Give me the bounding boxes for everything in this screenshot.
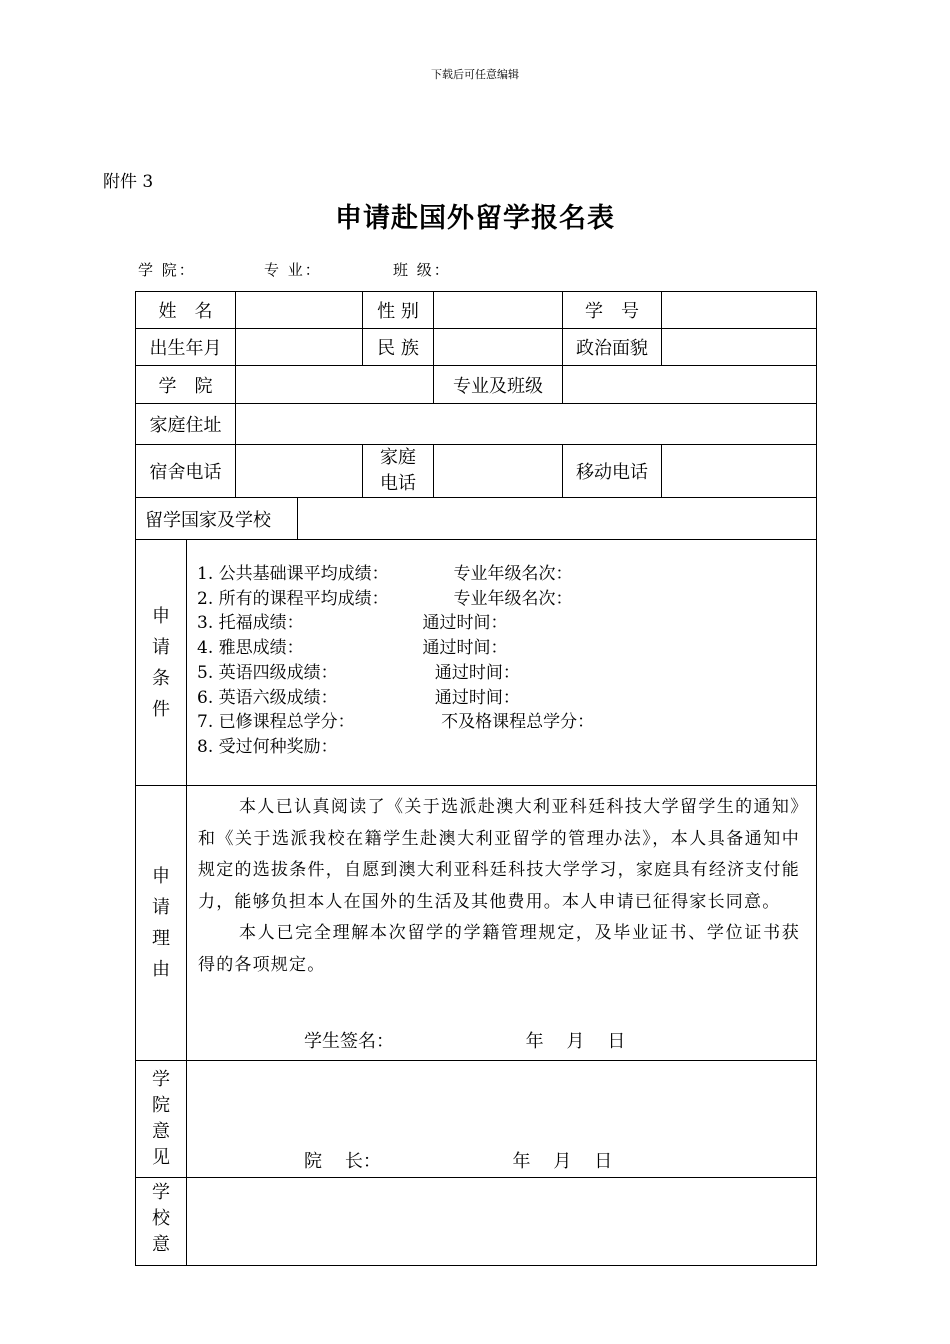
address-field[interactable]	[236, 404, 817, 445]
condition-item: 4. 雅思成绩： 通过时间：	[197, 638, 508, 659]
condition-item: 2. 所有的课程平均成绩： 专业年级名次：	[197, 588, 573, 609]
student-id-label: 学 号	[563, 292, 662, 329]
college-opinion-char: 意	[152, 1121, 170, 1142]
conditions-list[interactable]	[187, 540, 817, 786]
address-label: 家庭住址	[136, 404, 236, 445]
college-field[interactable]	[236, 366, 434, 404]
college-opinion-label	[136, 1061, 187, 1178]
condition-item: 5. 英语四级成绩： 通过时间：	[197, 662, 520, 683]
college-opinion-char: 院	[152, 1095, 170, 1116]
major-class-label: 专业及班级	[434, 366, 563, 404]
conditions-label-char: 申	[152, 605, 170, 627]
dorm-phone-field[interactable]	[236, 445, 363, 498]
reason-label-char: 申	[152, 866, 170, 887]
study-abroad-label: 留学国家及学校	[136, 498, 298, 540]
ethnicity-field[interactable]	[434, 329, 563, 366]
page-title: 申请赴国外留学报名表	[335, 203, 615, 234]
college-field-label: 学 院：	[138, 261, 196, 279]
college-opinion-char: 见	[152, 1147, 170, 1168]
conditions-label-char: 请	[152, 636, 170, 658]
class-field-label: 班 级：	[393, 261, 451, 279]
school-opinion-char: 意	[152, 1234, 170, 1255]
application-form	[135, 291, 817, 1266]
condition-item: 6. 英语六级成绩： 通过时间：	[197, 687, 520, 708]
reason-paragraph-2: 本人已完全理解本次留学的学籍管理规定，及毕业证书、学位证书获得的各项规定。	[198, 923, 800, 975]
attachment-label: 附件 3	[103, 172, 154, 192]
college-opinion-field[interactable]	[187, 1061, 817, 1178]
reason-label-char: 请	[152, 897, 170, 918]
condition-item: 3. 托福成绩： 通过时间：	[197, 613, 508, 634]
condition-item: 1. 公共基础课平均成绩： 专业年级名次：	[197, 564, 573, 584]
major-class-field[interactable]	[563, 366, 817, 404]
school-opinion-field[interactable]	[187, 1178, 817, 1266]
school-opinion-char: 校	[152, 1208, 170, 1229]
home-phone-label-line-1: 家庭	[380, 447, 416, 468]
mobile-field[interactable]	[662, 445, 817, 498]
reason-label	[136, 786, 187, 1061]
reason-paragraph-1: 本人已认真阅读了《关于选派赴澳大利亚科廷科技大学留学生的通知》和《关于选派我校在籍学生赴澳大利亚留学的管理办法》，本人具备通知中规定的选拔条件，自愿到澳大利亚科廷科技大学学习，家庭具有经济支付能力，能够负担本人在国外的生活及其他费用。本人申请已征得家长同意。	[198, 797, 800, 912]
name-field[interactable]	[236, 292, 363, 329]
mobile-label: 移动电话	[563, 445, 662, 498]
student-signature-line[interactable]: 学生签名： 年 月 日	[304, 1031, 626, 1052]
student-id-field[interactable]	[662, 292, 817, 329]
political-field[interactable]	[662, 329, 817, 366]
condition-item: 7. 已修课程总学分： 不及格课程总学分：	[197, 712, 595, 733]
reason-label-char: 理	[152, 928, 170, 949]
political-label: 政治面貌	[563, 329, 662, 366]
conditions-label	[136, 540, 187, 786]
study-abroad-field[interactable]	[298, 498, 817, 540]
conditions-label-char: 条	[152, 667, 170, 689]
name-label: 姓 名	[136, 292, 236, 329]
ethnicity-label: 民 族	[363, 329, 434, 366]
school-opinion-char: 学	[152, 1182, 170, 1203]
reason-label-char: 由	[152, 959, 170, 980]
condition-item: 8. 受过何种奖励：	[197, 736, 338, 757]
gender-field[interactable]	[434, 292, 563, 329]
college-label: 学 院	[136, 366, 236, 404]
home-phone-field[interactable]	[434, 445, 563, 498]
dorm-phone-label: 宿舍电话	[136, 445, 236, 498]
reason-content	[187, 786, 817, 1061]
school-opinion-label	[136, 1178, 187, 1266]
gender-label: 性 别	[363, 292, 434, 329]
home-phone-label-line-2: 电话	[380, 473, 416, 494]
conditions-label-char: 件	[152, 698, 170, 720]
birth-label: 出生年月	[136, 329, 236, 366]
home-phone-label	[363, 445, 434, 498]
birth-field[interactable]	[236, 329, 363, 366]
college-opinion-char: 学	[152, 1069, 170, 1090]
dean-signature-line[interactable]: 院 长： 年 月 日	[304, 1151, 613, 1172]
header-note: 下载后可任意编辑	[431, 68, 519, 81]
major-field-label: 专 业：	[264, 261, 322, 279]
